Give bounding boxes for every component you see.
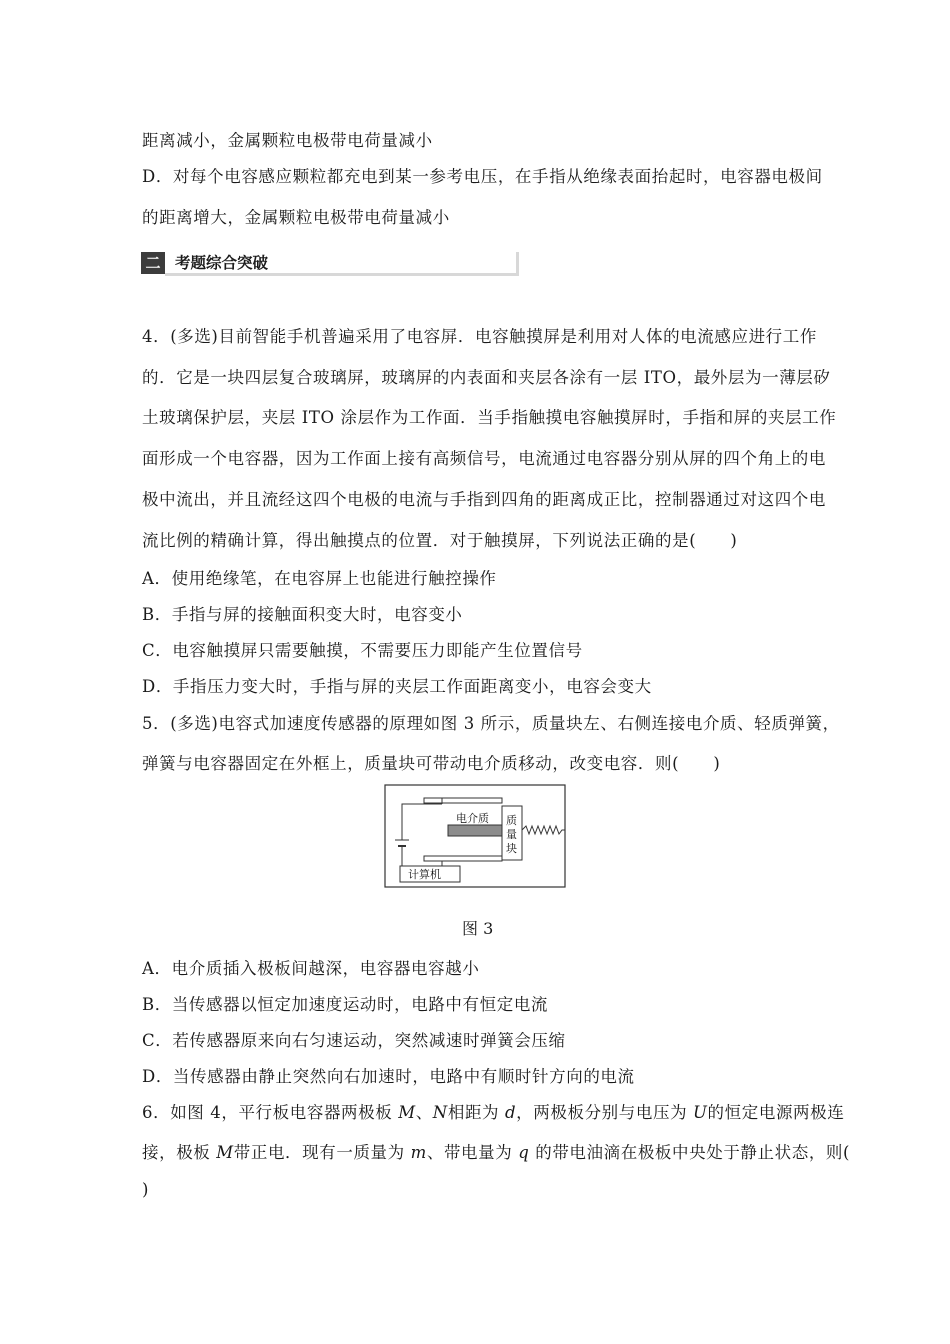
section-title: 考题综合突破	[175, 254, 269, 272]
variable-m-plate: M	[216, 1143, 234, 1162]
q6-stem-line: )	[142, 1180, 150, 1199]
text-span: 相距为	[447, 1103, 505, 1122]
q4-stem-line: 4．(多选)目前智能手机普遍采用了电容屏．电容触摸屏是利用对人体的电流感应进行工作	[142, 327, 817, 346]
text-span: 的恒定电源两极连	[707, 1103, 845, 1122]
q5-option-b: B．当传感器以恒定加速度运动时，电路中有恒定电流	[142, 995, 549, 1014]
text-span: 6．如图 4，平行板电容器两极板	[142, 1103, 399, 1122]
text-span: 接，极板	[142, 1143, 217, 1162]
text-span: 、	[415, 1103, 433, 1122]
q4-option-d: D．手指压力变大时，手指与屏的夹层工作面距离变小，电容会变大	[142, 677, 652, 696]
text-line: 距离减小，金属颗粒电极带电荷量减小	[142, 131, 433, 150]
q6-stem-line	[142, 1139, 850, 1163]
section-divider	[165, 273, 519, 276]
text-span: 带正电．现有一质量为	[233, 1143, 411, 1162]
q5-stem-line: 5．(多选)电容式加速度传感器的原理如图 3 所示，质量块左、右侧连接电介质、轻质弹簧，	[142, 714, 840, 733]
q6-stem-line	[142, 1099, 844, 1123]
q4-stem-line: 的．它是一块四层复合玻璃屏，玻璃屏的内表面和夹层各涂有一层 ITO，最外层为一薄层矽	[142, 368, 831, 387]
variable-m-plate: M	[398, 1103, 416, 1122]
q4-stem-line: 土玻璃保护层，夹层 ITO 涂层作为工作面．当手指触摸电容触摸屏时，手指和屏的夹层工作	[142, 408, 837, 427]
q4-option-a: A．使用绝缘笔，在电容屏上也能进行触控操作	[142, 569, 497, 588]
option-d-prev: D．对每个电容感应颗粒都充电到某一参考电压，在手指从绝缘表面抬起时，电容器电极间	[142, 167, 823, 186]
variable-u: U	[693, 1103, 708, 1122]
section-number: 二	[141, 252, 165, 274]
q4-stem-line: 极中流出，并且流经这四个电极的电流与手指到四角的距离成正比，控制器通过对这四个电	[142, 490, 826, 509]
mass-label: 块	[506, 842, 517, 855]
q4-stem-line: 面形成一个电容器，因为工作面上接有高频信号，电流通过电容器分别从屏的四个角上的电	[142, 449, 826, 468]
section-header	[141, 252, 519, 274]
q5-option-d: D．当传感器由静止突然向右加速时，电路中有顺时针方向的电流	[142, 1067, 635, 1086]
accelerometer-diagram	[384, 784, 566, 888]
variable-n-plate: N	[432, 1103, 448, 1122]
q4-option-b: B．手指与屏的接触面积变大时，电容变小	[142, 605, 463, 624]
section-divider-cap	[516, 252, 519, 274]
computer-label: 计算机	[408, 868, 441, 881]
variable-q: q	[518, 1143, 530, 1162]
figure-caption: 图 3	[462, 919, 494, 938]
dielectric-label: 电介质	[456, 812, 489, 825]
q4-stem-line: 流比例的精确计算，得出触摸点的位置．对于触摸屏，下列说法正确的是( )	[142, 531, 738, 550]
variable-mass: m	[410, 1143, 427, 1162]
q5-option-c: C．若传感器原来向右匀速运动，突然减速时弹簧会压缩	[142, 1031, 566, 1050]
mass-label: 质	[506, 814, 517, 827]
mass-label: 量	[506, 828, 517, 841]
q4-option-c: C．电容触摸屏只需要触摸，不需要压力即能产生位置信号	[142, 641, 583, 660]
text-span: ，两极板分别与电压为	[516, 1103, 694, 1122]
variable-d: d	[505, 1103, 517, 1122]
text-span: 、带电量为	[426, 1143, 519, 1162]
q5-option-a: A．电介质插入极板间越深，电容器电容越小	[142, 959, 480, 978]
q5-stem-line: 弹簧与电容器固定在外框上，质量块可带动电介质移动，改变电容．则( )	[142, 754, 721, 773]
text-line: 的距离增大，金属颗粒电极带电荷量减小	[142, 208, 450, 227]
figure-3	[384, 784, 566, 888]
text-span: 的带电油滴在极板中央处于静止状态，则(	[529, 1143, 851, 1162]
